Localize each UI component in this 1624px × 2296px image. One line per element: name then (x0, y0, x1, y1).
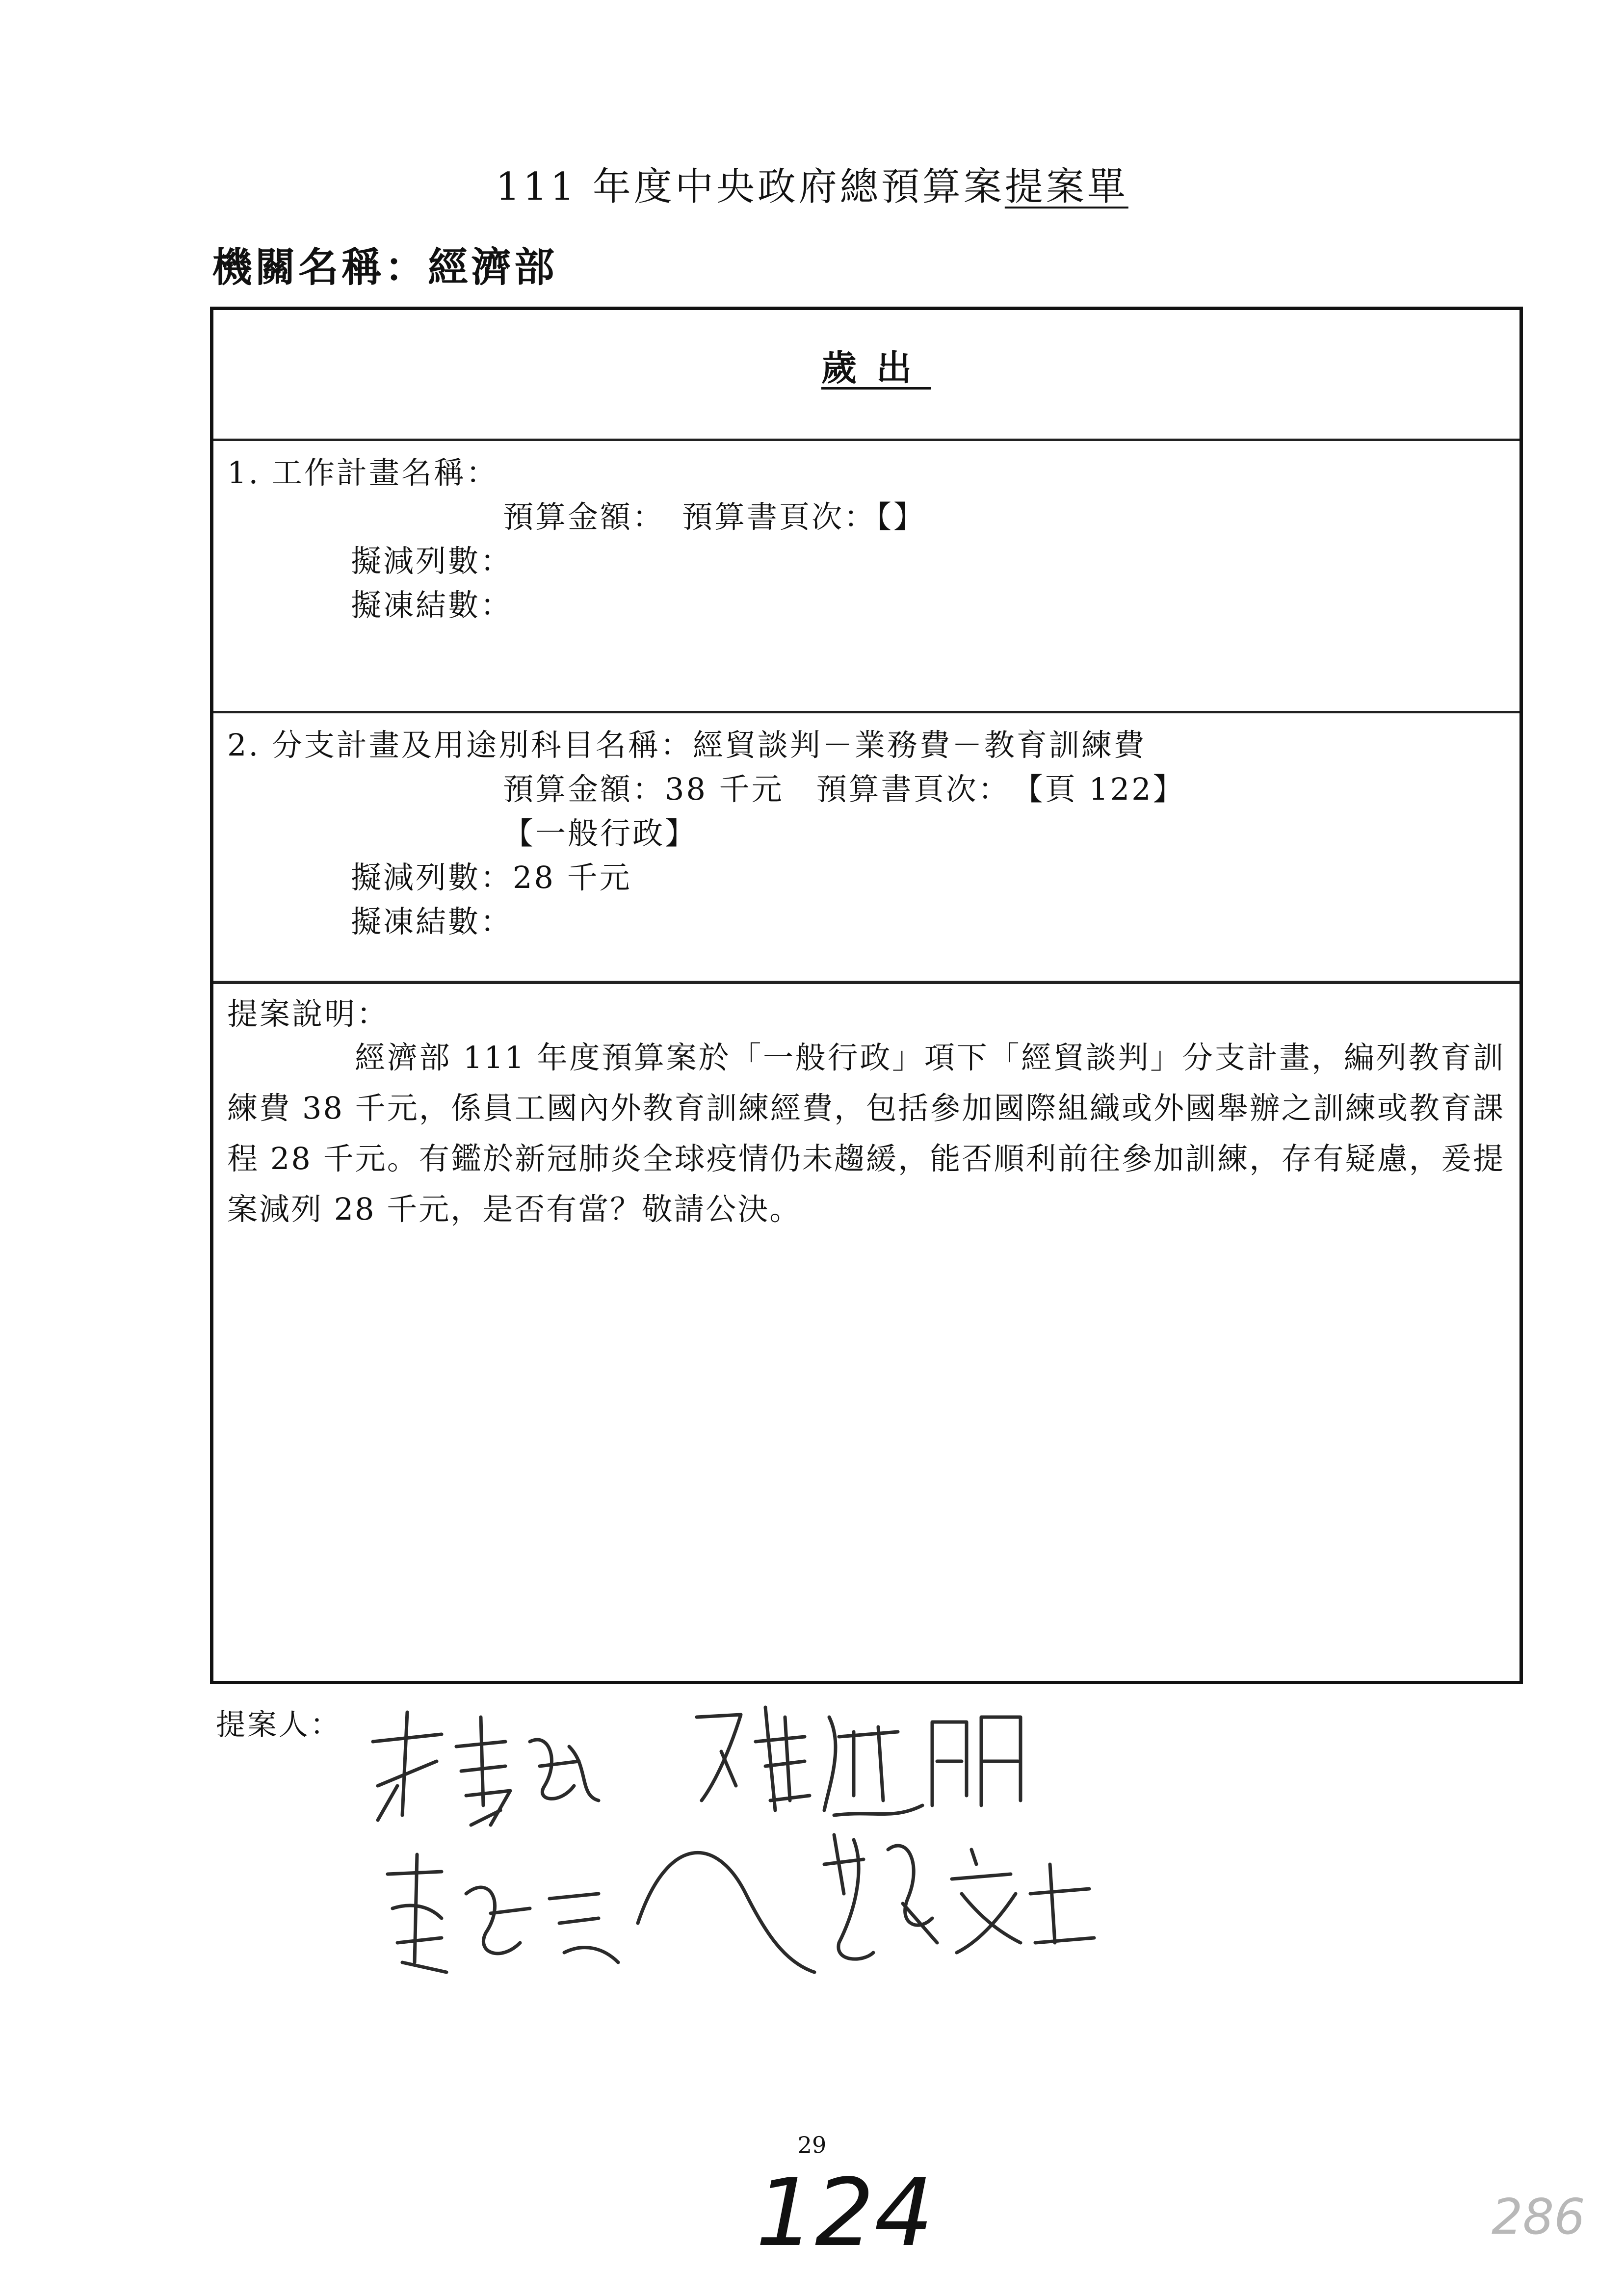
item-1-name: 1. 工作計畫名稱： (227, 455, 498, 491)
item-1-budget: 預算金額： 預算書頁次：【】 (503, 499, 926, 535)
signature-1 (373, 1712, 599, 1825)
page-number: 29 (797, 2132, 827, 2158)
item-1-freeze: 擬凍結數： (351, 587, 513, 623)
stamped-page-number: 286 (1492, 2188, 1585, 2245)
item-2-budget: 預算金額：38 千元 預算書頁次： 【頁 122】 (503, 771, 1185, 807)
section-header: 歲出 (821, 347, 931, 389)
document-title (0, 156, 1624, 211)
agency-name: 機關名稱：經濟部 (212, 244, 558, 291)
handwritten-signatures (343, 1688, 1178, 2031)
explanation-text: 經濟部 111 年度預算案於「一般行政」項下「經貿談判」分支計畫，編列教育訓練費 38 千元，係員工國內外教育訓練經費，包括參加國際組織或外國舉辦之訓練或教育課程 28 千元。有鑑於新冠肺炎全球疫情仍未趨緩，能否順利前往參加訓練，存有疑慮，爰提案減列 28 千元，是否有當？敬請公決。 (227, 1040, 1505, 1227)
item-1-reduce: 擬減列數： (351, 543, 513, 579)
title-text: 111 年度中央政府總預算案 (496, 165, 1005, 209)
item-1-row (213, 439, 1519, 713)
item-2-row (213, 711, 1519, 984)
explanation-row (213, 981, 1519, 1681)
title-underlined-text: 提案單 (1004, 165, 1128, 209)
item-2-freeze: 擬凍結數： (351, 904, 513, 939)
explanation-label: 提案說明： (227, 996, 390, 1032)
proposal-form-table (210, 307, 1523, 1684)
item-2-reduce: 擬減列數：28 千元 (351, 860, 632, 895)
signature-2 (697, 1707, 1021, 1815)
item-2-category: 【一般行政】 (503, 815, 698, 851)
item-2-name: 2. 分支計畫及用途別科目名稱：經貿談判－業務費－教育訓練費 (227, 727, 1146, 763)
proposer-label: 提案人： (216, 1708, 341, 1742)
section-header-row (213, 310, 1519, 441)
signature-3 (388, 1852, 814, 1972)
handwritten-page-number: 124 (756, 2159, 934, 2267)
signature-4 (824, 1835, 1094, 1959)
